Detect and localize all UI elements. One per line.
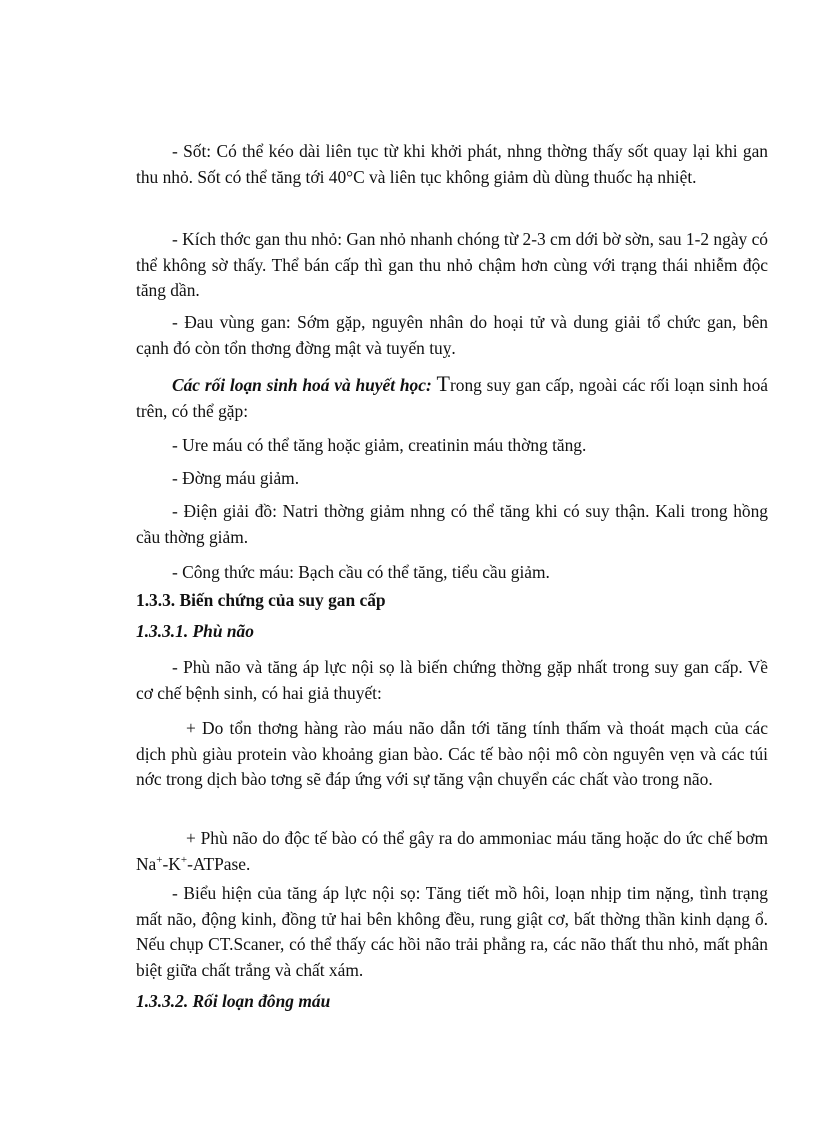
heading-1-3-3: 1.3.3. Biến chứng của suy gan cấp <box>136 590 386 610</box>
phu-nao-3-text-b: -K <box>162 853 181 874</box>
superscript-plus: + <box>156 853 163 866</box>
phu-nao-3-text-c: -ATPase. <box>187 853 251 874</box>
paragraph-cong-thuc-mau: - Công thức máu: Bạch cầu có thể tăng, tiểu cầu giảm. <box>172 562 550 582</box>
paragraph-dau-vung-gan: - Đau vùng gan: Sớm gặp, nguyên nhân do hoại tử và dung giải tổ chức gan, bên cạnh đó còn tổn thơng đờng mật và tuyến tuỵ. <box>136 312 768 358</box>
roi-loan-text: rong suy gan cấp, ngoài các rối loạn sinh hoá trên, có thể gặp: <box>136 375 769 421</box>
paragraph-ure: - Ure máu có thể tăng hoặc giảm, creatinin máu thờng tăng. <box>172 435 587 455</box>
paragraph-dien-giai: - Điện giải đồ: Natri thờng giảm nhng có thể tăng khi có suy thận. Kali trong hồng cầu thờng giảm. <box>136 501 768 547</box>
paragraph-phu-nao-2: + Do tổn thơng hàng rào máu não dẫn tới tăng tính thấm và thoát mạch của các dịch phù giàu protein vào khoảng gian bào. Các tế bào nội mô còn nguyên vẹn và các túi nớc trong dịch bào tơng sẽ đáp ứng với sự tăng vận chuyển các chất vào trong não. <box>136 718 768 789</box>
paragraph-kich-thuoc: - Kích thớc gan thu nhỏ: Gan nhỏ nhanh chóng từ 2-3 cm dới bờ sờn, sau 1-2 ngày có thể không sờ thấy. Thể bán cấp thì gan thu nhỏ chậm hơn cùng với trạng thái nhiễm độc tăng dần. <box>136 229 768 300</box>
heading-1-3-3-2: 1.3.3.2. Rối loạn đông máu <box>136 991 331 1011</box>
paragraph-bieu-hien: - Biểu hiện của tăng áp lực nội sọ: Tăng tiết mồ hôi, loạn nhịp tim nặng, tình trạng mất não, động kinh, đồng tử hai bên không đều, rung giật cơ, bất thờng thần kinh dạng ổ. Nếu chụp CT.Scaner, có thể thấy các hồi não trải phẳng ra, các não thất thu nhỏ, mất phân biệt giữa chất trắng và chất xám. <box>136 883 768 980</box>
paragraph-phu-nao-1: - Phù não và tăng áp lực nội sọ là biến chứng thờng gặp nhất trong suy gan cấp. Về cơ chế bệnh sinh, có hai giả thuyết: <box>136 657 768 703</box>
superscript-plus: + <box>180 853 188 866</box>
paragraph-phu-nao-3 <box>136 826 768 877</box>
paragraph-duong-mau: - Đờng máu giảm. <box>172 468 300 488</box>
paragraph-roi-loan <box>136 371 768 424</box>
roi-loan-title: Các rối loạn sinh hoá và huyết học: <box>172 375 432 395</box>
paragraph-sot: - Sốt: Có thể kéo dài liên tục từ khi khởi phát, nhng thờng thấy sốt quay lại khi gan thu nhỏ. Sốt có thể tăng tới 40°C và liên tục không giảm dù dùng thuốc hạ nhiệt. <box>136 141 768 187</box>
heading-1-3-3-1: 1.3.3.1. Phù não <box>136 621 254 641</box>
roi-loan-dropcap: T <box>436 371 450 396</box>
phu-nao-3-text-a: + Phù não do độc tế bào có thể gây ra do ammoniac máu tăng hoặc do ức chế bơm Na <box>136 828 768 874</box>
